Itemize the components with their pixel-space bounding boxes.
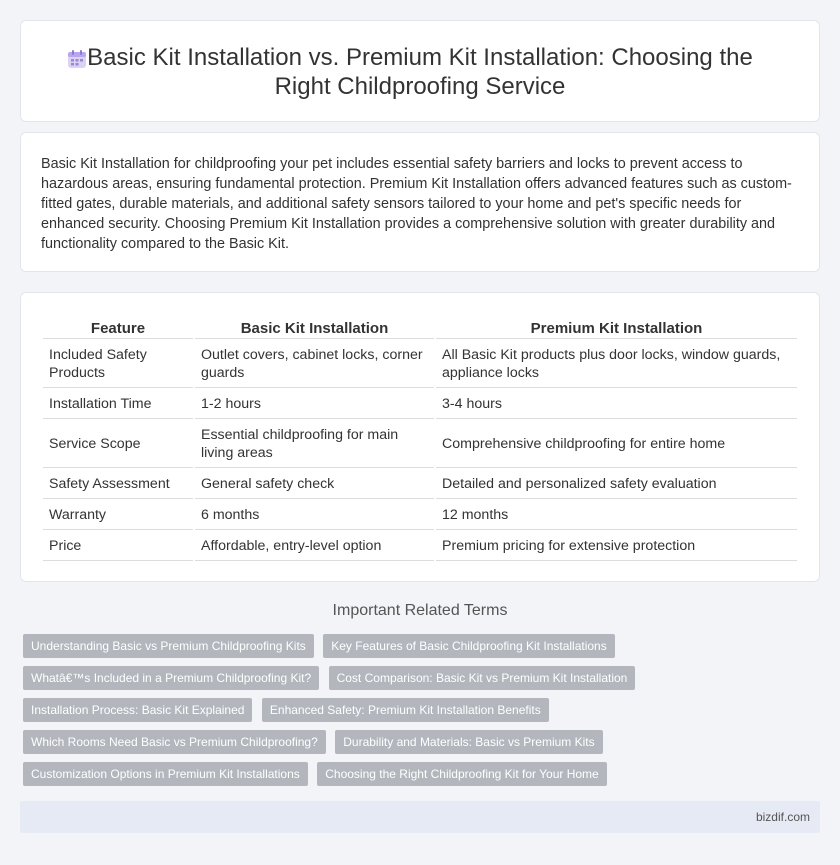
related-term-tag[interactable]: Customization Options in Premium Kit Installations xyxy=(23,762,308,786)
feature-cell: Warranty xyxy=(43,501,193,530)
tag-row xyxy=(23,730,823,762)
footer-brand[interactable]: bizdif.com xyxy=(755,810,810,824)
page-title: Basic Kit Installation vs. Premium Kit Installation: Choosing the Right Childproofing Service xyxy=(87,44,753,100)
header-basic: Basic Kit Installation xyxy=(195,317,434,339)
comparison-table xyxy=(41,315,799,563)
premium-cell: Premium pricing for extensive protection xyxy=(436,532,797,561)
related-terms-title: Important Related Terms xyxy=(332,602,508,619)
tag-row xyxy=(23,634,823,666)
table-header-row xyxy=(43,317,797,339)
related-term-tag[interactable]: Choosing the Right Childproofing Kit for Your Home xyxy=(317,762,607,786)
table-row xyxy=(43,470,797,499)
basic-cell: 1-2 hours xyxy=(195,390,434,419)
related-term-tag[interactable]: Understanding Basic vs Premium Childproofing Kits xyxy=(23,634,314,658)
tag-row xyxy=(23,698,823,730)
basic-cell: General safety check xyxy=(195,470,434,499)
premium-cell: Comprehensive childproofing for entire home xyxy=(436,421,797,468)
related-term-tag[interactable]: Which Rooms Need Basic vs Premium Childproofing? xyxy=(23,730,326,754)
feature-cell: Price xyxy=(43,532,193,561)
feature-cell: Safety Assessment xyxy=(43,470,193,499)
basic-cell: Outlet covers, cabinet locks, corner guards xyxy=(195,341,434,388)
premium-cell: All Basic Kit products plus door locks, window guards, appliance locks xyxy=(436,341,797,388)
related-term-tag[interactable]: Cost Comparison: Basic Kit vs Premium Kit Installation xyxy=(329,666,636,690)
premium-cell: 12 months xyxy=(436,501,797,530)
related-term-tag[interactable]: Enhanced Safety: Premium Kit Installation Benefits xyxy=(262,698,549,722)
footer-bar xyxy=(20,801,820,833)
title-card xyxy=(20,20,820,122)
table-row xyxy=(43,421,797,468)
table-row xyxy=(43,390,797,419)
related-term-tag[interactable]: Whatâ€™s Included in a Premium Childproofing Kit? xyxy=(23,666,319,690)
premium-cell: 3-4 hours xyxy=(436,390,797,419)
basic-cell: Affordable, entry-level option xyxy=(195,532,434,561)
intro-card xyxy=(20,132,820,272)
feature-cell: Installation Time xyxy=(43,390,193,419)
premium-cell: Detailed and personalized safety evaluation xyxy=(436,470,797,499)
comparison-card xyxy=(20,292,820,582)
related-term-tag[interactable]: Durability and Materials: Basic vs Premium Kits xyxy=(335,730,602,754)
table-row xyxy=(43,341,797,388)
related-term-tag[interactable]: Key Features of Basic Childproofing Kit Installations xyxy=(323,634,614,658)
feature-cell: Included Safety Products xyxy=(43,341,193,388)
feature-cell: Service Scope xyxy=(43,421,193,468)
basic-cell: Essential childproofing for main living areas xyxy=(195,421,434,468)
header-premium: Premium Kit Installation xyxy=(436,317,797,339)
related-terms-list xyxy=(23,634,823,794)
tag-row xyxy=(23,762,823,794)
basic-cell: 6 months xyxy=(195,501,434,530)
tag-row xyxy=(23,666,823,698)
header-feature: Feature xyxy=(43,317,193,339)
table-row xyxy=(43,532,797,561)
related-term-tag[interactable]: Installation Process: Basic Kit Explained xyxy=(23,698,252,722)
table-row xyxy=(43,501,797,530)
intro-paragraph: Basic Kit Installation for childproofing your pet includes essential safety barriers and locks to prevent access to hazardous areas, ensuring fundamental protection. Premium Kit Installation offers advanced features such as custom-fitted gates, durable materials, and additional safety sensors tailored to your home and pet's specific needs for enhanced security. Choosing Premium Kit Installation provides a comprehensive solution with greater durability and functionality compared to the Basic Kit. xyxy=(41,156,792,252)
